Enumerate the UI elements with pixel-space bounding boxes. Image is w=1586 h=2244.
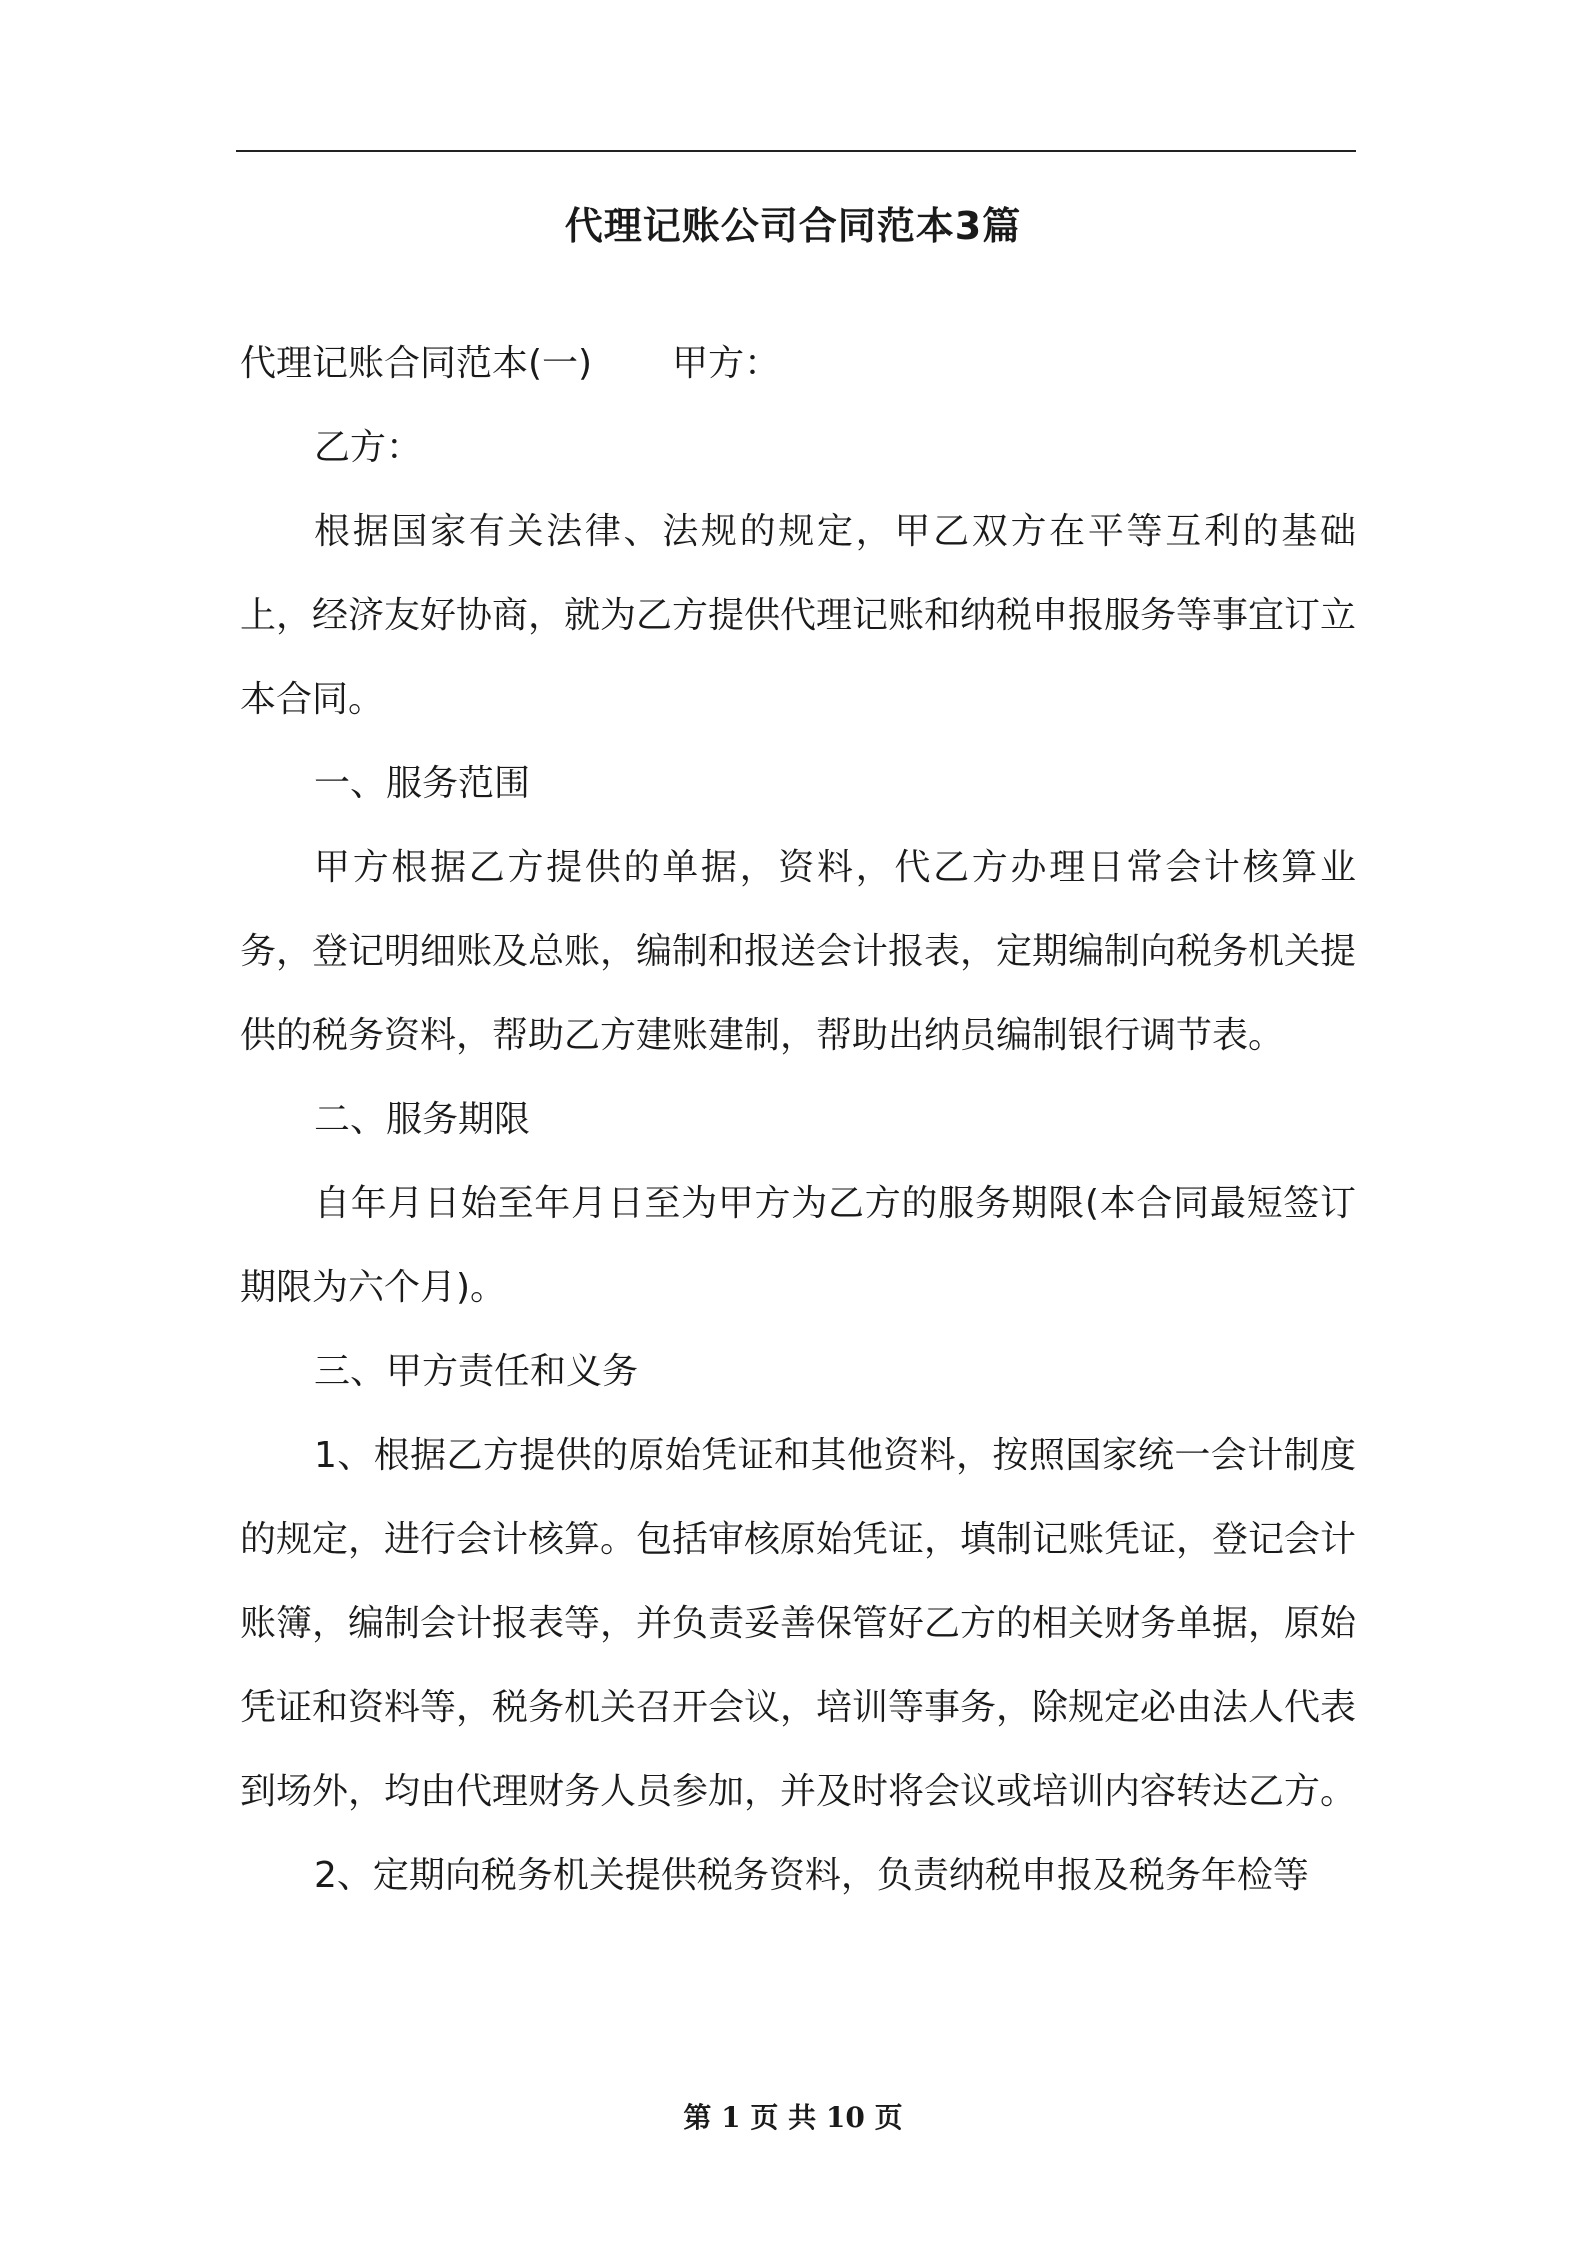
section-heading-service-term: 二、服务期限 bbox=[314, 1099, 531, 1140]
preamble-paragraph: 根据国家有关法律、法规的规定，甲乙双方在平等互利的基础上，经济友好协商，就为乙方提供代理记账和纳税申报服务等事宜订立本合同。 bbox=[240, 511, 1357, 720]
header-rule bbox=[236, 150, 1356, 152]
service-term-paragraph: 自年月日始至年月日至为甲方为乙方的服务期限(本合同最短签订期限为六个月)。 bbox=[240, 1183, 1356, 1308]
contract-heading-line bbox=[240, 322, 1356, 406]
section-heading-service-scope: 一、服务范围 bbox=[314, 763, 531, 804]
page-footer: 第 1 页 共 10 页 bbox=[683, 2101, 903, 2134]
document-body bbox=[240, 322, 1356, 1918]
party-b-label: 乙方： bbox=[314, 427, 423, 468]
section-heading-party-a-duties: 三、甲方责任和义务 bbox=[314, 1351, 639, 1392]
duty-item-2: 2、定期向税务机关提供税务资料，负责纳税申报及税务年检等 bbox=[314, 1855, 1309, 1896]
document-title: 代理记账公司合同范本3篇 bbox=[564, 204, 1022, 248]
contract-section-label: 代理记账合同范本(一) bbox=[240, 343, 593, 384]
service-scope-paragraph: 甲方根据乙方提供的单据，资料，代乙方办理日常会计核算业务，登记明细账及总账，编制和报送会计报表，定期编制向税务机关提供的税务资料，帮助乙方建账建制，帮助出纳员编制银行调节表。 bbox=[240, 847, 1357, 1056]
party-a-label: 甲方： bbox=[672, 343, 781, 384]
duty-item-1: 1、根据乙方提供的原始凭证和其他资料，按照国家统一会计制度的规定，进行会计核算。包括审核原始凭证，填制记账凭证，登记会计账簿，编制会计报表等，并负责妥善保管好乙方的相关财务单据，原始凭证和资料等，税务机关召开会议，培训等事务，除规定必由法人代表到场外，均由代理财务人员参加，并及时将会议或培训内容转达乙方。 bbox=[240, 1435, 1357, 1812]
